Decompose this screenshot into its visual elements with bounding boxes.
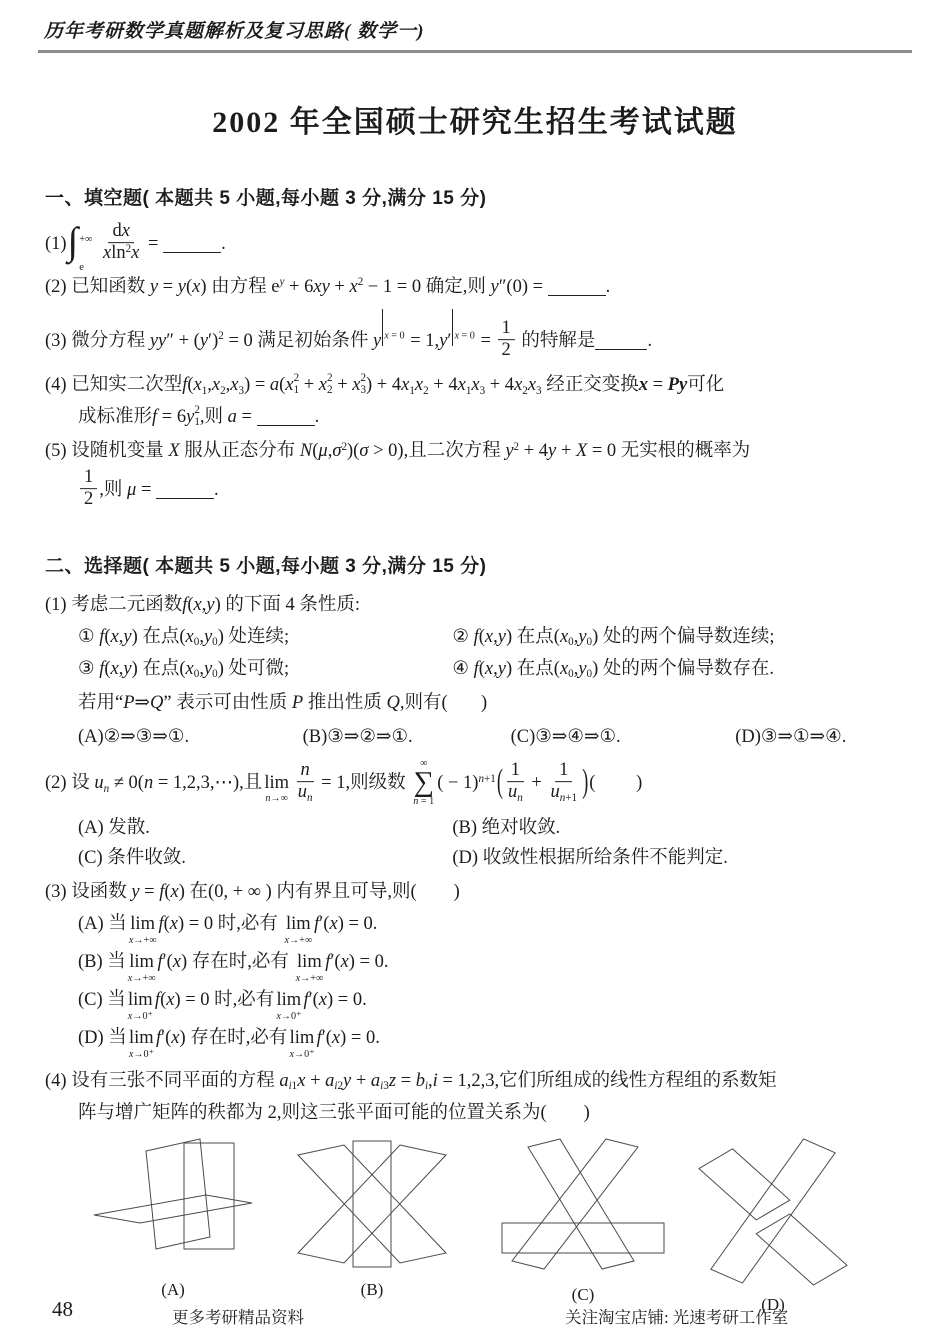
exam-body — [0, 185, 950, 1127]
page-title: 2002 年全国硕士研究生招生考试试题 — [212, 106, 738, 139]
footer-right-text: 关注淘宝店铺: 光速考研工作室 — [565, 1308, 789, 1327]
plane-diagram-a-drawing — [88, 1137, 258, 1272]
plane-diagram-b-drawing — [292, 1137, 452, 1272]
paragraph: (3) 微分方程 $yy'' + (y')^2 = 0$ 满足初始条件 y x = 0 = 1,y′ x = 0 = $\frac{1}{2}$ 的特解是 . — [45, 309, 910, 364]
figure-label: (C) — [571, 1284, 595, 1304]
section-heading: 二、选择题( 本题共 5 小题,每小题 3 分,满分 15 分) — [45, 555, 487, 577]
plane-diagram-d — [688, 1137, 858, 1315]
page-number: 48 — [52, 1297, 73, 1321]
plane-diagram-a — [88, 1137, 258, 1300]
book-title: 历年考研数学真题解析及复习思路( 数学一) — [44, 21, 425, 42]
paragraph: 阵与增广矩阵的秩都为 2,则这三张平面可能的位置关系为( ) — [78, 1102, 590, 1123]
page-header — [0, 0, 950, 43]
plane-diagrams-row — [0, 1137, 950, 1314]
paragraph: (1) 考虑二元函数f(x,y) 的下面 4 条性质: — [45, 594, 361, 615]
paragraph: ① f(x,y) 在点$(x_0,y_0)$ 处连续; ② f(x,y) 在点$(x_0,y_0)$ 处的两个偏导数连续; — [78, 626, 775, 649]
figure-label: (D) — [761, 1294, 785, 1314]
plane-diagram-b — [292, 1137, 452, 1300]
paragraph: (2) 设 $u_n \ne 0(n$ = 1,2,3,⋯),且 lim n→∞ $\frac{n}{u_n}$ = 1,则级数 ∞ ∑ n = 1 ( − 1)$^{n+1}$( $\frac{1}{u_n}$ + $\frac{1}{u_{n+1}}$ )( ) — [45, 757, 643, 808]
paragraph: (4) 设有三张不同平面的方程 $a_{i1}x + a_{i2}y + a_{i3}z = b_i,i = 1,2,3$,它们所组成的线性方程组的系数矩 — [45, 1070, 777, 1093]
paragraph: (3) 设函数 y = f(x) 在(0, + ∞ ) 内有界且可导,则( ) — [45, 882, 460, 903]
header-divider — [38, 50, 912, 53]
figure-label: (A) — [161, 1279, 185, 1299]
paragraph: (2) 已知函数 y = y(x) 由方程 $e^y + 6xy + x^2 - 1 = 0$ 确定,则 y″(0) = . — [45, 276, 611, 297]
paragraph: (A) 当 lim x→+∞ f(x) = 0 时,必有 lim x→+∞ f′(x) = 0. — [78, 914, 378, 946]
plane-diagram-c — [498, 1137, 668, 1305]
paragraph: ③ f(x,y) 在点$(x_0,y_0)$ 处可微; ④ f(x,y) 在点$(x_0,y_0)$ 处的两个偏导数存在. — [78, 658, 775, 681]
paragraph: (C) 当 lim x→0⁺ f(x) = 0 时,必有 lim x→0⁺ f′(x) = 0. — [78, 990, 367, 1022]
paragraph: (4) 已知实二次型$f(x_1,x_2,x_3) = a(x$ 2 1 + x 2 2 + x 2 3 ) + $4x_1x_2 + 4x_1x_3 + 4x_2x_3$ 经正交变换x = Py可化 — [45, 372, 725, 397]
paragraph: 若用“P⇒Q” 表示可由性质 P 推出性质 Q,则有( ) — [78, 692, 488, 713]
paragraph: (C) 条件收敛. (D) 收敛性根据所给条件不能判定. — [78, 848, 728, 869]
paragraph: (A)②⇒③⇒①. (B)③⇒②⇒①. (C)③⇒④⇒①. (D)③⇒①⇒④. — [78, 726, 847, 747]
plane-diagram-c-drawing — [498, 1137, 668, 1277]
paragraph: $\frac{1}{2}$ ,则 μ = . — [45, 469, 910, 513]
footer-left-text: 更多考研精品资料 — [172, 1308, 304, 1327]
plane-diagram-d-drawing — [688, 1137, 858, 1287]
section-heading: 一、填空题( 本题共 5 小题,每小题 3 分,满分 15 分) — [45, 188, 487, 209]
paragraph: (1) ∫ +∞ e $\frac{dx}{xln^2x}$ = . — [45, 220, 226, 274]
figure-label: (B) — [360, 1279, 384, 1299]
paragraph: (D) 当 lim x→0⁺ f′(x) 存在时,必有 lim x→0⁺ f′(x) = 0. — [78, 1028, 380, 1060]
paragraph: (A) 发散. (B) 绝对收敛. — [78, 818, 561, 839]
paragraph: 成标准形f = 6y 2 1 ,则 a = . — [78, 404, 320, 428]
paragraph: (5) 设随机变量 X 服从正态分布 $N(\mu,\sigma^2)(\sigma > 0)$,且二次方程 $y^2 + 4y + X = 0$ 无实根的概率为 — [45, 440, 751, 462]
paragraph: (B) 当 lim x→+∞ f′(x) 存在时,必有 lim x→+∞ f′(x) = 0. — [78, 952, 389, 984]
